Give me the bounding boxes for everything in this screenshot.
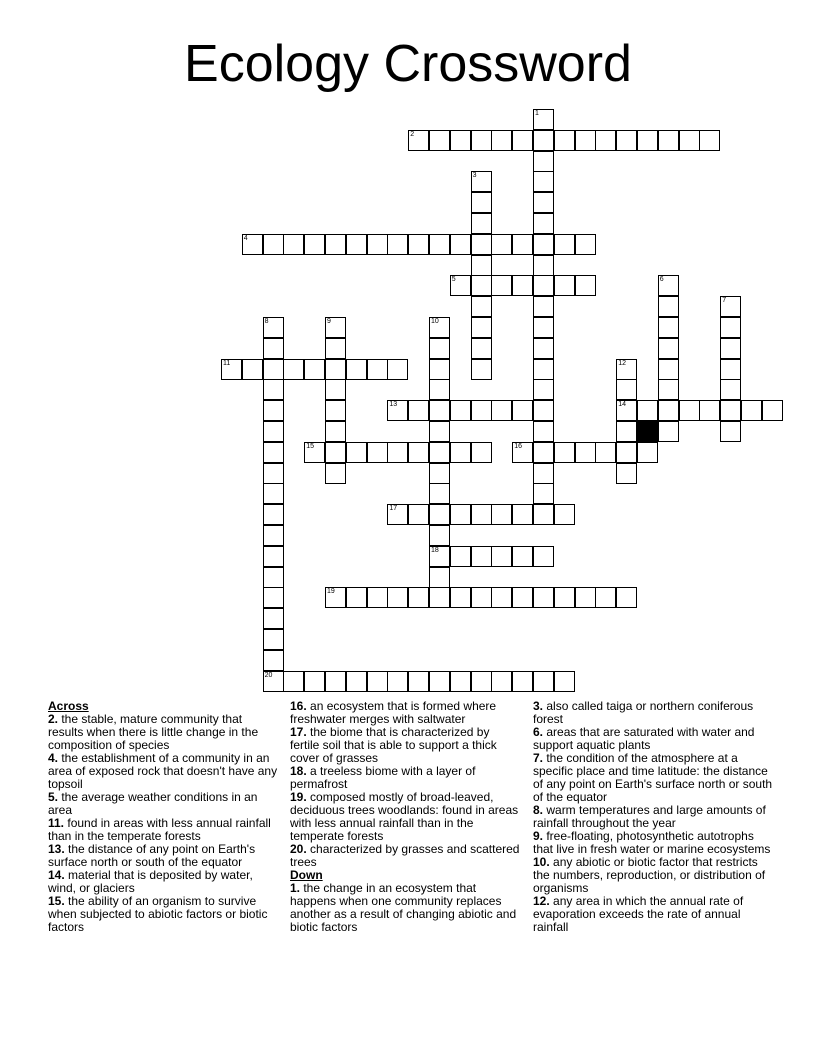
grid-cell[interactable] — [533, 671, 554, 692]
grid-cell[interactable] — [325, 234, 346, 255]
grid-cell[interactable] — [762, 400, 783, 421]
grid-cell[interactable] — [533, 130, 554, 151]
grid-cell[interactable] — [720, 338, 741, 359]
grid-cell[interactable] — [720, 379, 741, 400]
grid-cell[interactable] — [512, 234, 533, 255]
clue-text: material that is deposited by water, wind, or glaciers — [48, 868, 253, 895]
clue-text: any abiotic or biotic factor that restricts the numbers, reproduction, or distribution of organisms — [533, 855, 766, 895]
grid-cell[interactable] — [367, 442, 388, 463]
grid-cell[interactable] — [450, 234, 471, 255]
grid-cell[interactable] — [491, 546, 512, 567]
clue-number: 6 — [659, 276, 664, 284]
grid-cell[interactable] — [616, 130, 637, 151]
grid-cell[interactable] — [325, 359, 346, 380]
clue-number-label: 5. — [48, 790, 59, 804]
grid-cell[interactable] — [720, 400, 741, 421]
clue-text: an ecosystem that is formed where freshwater merges with saltwater — [290, 699, 497, 726]
clue-number: 8 — [264, 318, 269, 325]
grid-cell[interactable] — [304, 234, 325, 255]
down-clue — [290, 882, 522, 934]
grid-cell[interactable] — [533, 234, 554, 255]
clue-number: 1 — [535, 110, 539, 117]
grid-cell[interactable] — [720, 421, 741, 442]
grid-cell[interactable] — [491, 275, 512, 296]
across-clue — [48, 713, 280, 752]
grid-cell[interactable] — [325, 671, 346, 692]
grid-cell[interactable] — [554, 671, 575, 692]
clue-text: characterized by grasses and scattered trees — [290, 842, 520, 869]
grid-cell[interactable] — [263, 338, 284, 359]
clue-text: the ability of an organism to survive when subjected to abiotic factors or biotic factors — [48, 894, 268, 934]
clue-number-label: 8. — [533, 803, 544, 817]
clue-number: 16 — [514, 442, 522, 450]
grid-cell[interactable] — [699, 130, 720, 151]
across-clue-list — [48, 713, 280, 934]
clue-number-label: 15. — [48, 894, 65, 908]
grid-cell[interactable] — [658, 130, 679, 151]
clue-number: 19 — [327, 588, 335, 596]
grid-cell[interactable] — [554, 587, 575, 608]
down-clue — [533, 700, 773, 726]
clue-number: 14 — [618, 401, 626, 409]
clue-number-label: 1. — [290, 881, 301, 895]
grid-cell[interactable] — [387, 587, 408, 608]
grid-cell[interactable] — [533, 379, 554, 400]
grid-cell[interactable] — [429, 317, 450, 338]
down-clue-list-continued — [533, 700, 773, 934]
grid-cell[interactable] — [429, 400, 450, 421]
grid-cell[interactable] — [263, 421, 284, 442]
clue-number: 9 — [327, 318, 331, 325]
grid-cell[interactable] — [720, 296, 741, 317]
grid-cell[interactable] — [346, 587, 367, 608]
across-clue — [290, 791, 522, 843]
grid-cell[interactable] — [491, 587, 512, 608]
grid-cell[interactable] — [387, 671, 408, 692]
grid-cell[interactable] — [429, 359, 450, 380]
down-clue — [533, 752, 773, 804]
grid-cell[interactable] — [471, 234, 492, 255]
grid-cell[interactable] — [346, 234, 367, 255]
grid-cell[interactable] — [263, 463, 284, 484]
across-heading: Across — [48, 699, 89, 713]
clues-column-3 — [533, 700, 773, 934]
grid-cell[interactable] — [408, 130, 429, 151]
grid-cell[interactable] — [533, 255, 554, 276]
grid-cell[interactable] — [387, 504, 408, 525]
grid-cell[interactable] — [554, 504, 575, 525]
grid-cell[interactable] — [533, 504, 554, 525]
down-clue — [533, 726, 773, 752]
grid-cell[interactable] — [346, 359, 367, 380]
grid-cell[interactable] — [616, 587, 637, 608]
grid-cell[interactable] — [325, 400, 346, 421]
grid-cell[interactable] — [429, 546, 450, 567]
grid-cell[interactable] — [263, 400, 284, 421]
grid-cell[interactable] — [491, 504, 512, 525]
grid-cell[interactable] — [533, 463, 554, 484]
down-clue — [533, 830, 773, 856]
grid-cell[interactable] — [471, 296, 492, 317]
grid-cell[interactable] — [512, 587, 533, 608]
clue-number: 5 — [451, 276, 456, 284]
clue-text: composed mostly of broad-leaved, deciduous trees woodlands: found in areas with less annual rainfall than in the temperate forests — [290, 790, 519, 843]
grid-cell[interactable] — [429, 504, 450, 525]
grid-cell[interactable] — [720, 359, 741, 380]
grid-cell[interactable] — [471, 171, 492, 192]
grid-cell[interactable] — [367, 359, 388, 380]
grid-cell[interactable] — [263, 567, 284, 588]
grid-cell[interactable] — [595, 442, 616, 463]
clue-number: 11 — [223, 359, 231, 367]
grid-cell[interactable] — [616, 442, 637, 463]
clue-number-label: 19. — [290, 790, 307, 804]
clue-number-label: 7. — [533, 751, 544, 765]
grid-cell[interactable] — [471, 671, 492, 692]
clue-number-label: 6. — [533, 725, 544, 739]
clue-number: 4 — [243, 234, 248, 242]
grid-cell[interactable] — [471, 338, 492, 359]
clue-number-label: 17. — [290, 725, 307, 739]
across-clue — [48, 817, 280, 843]
grid-cell[interactable] — [637, 130, 658, 151]
grid-cell[interactable] — [512, 130, 533, 151]
grid-cell[interactable] — [429, 463, 450, 484]
clue-number: 12 — [618, 359, 626, 367]
grid-cell[interactable] — [367, 587, 388, 608]
clue-text: areas that are saturated with water and support aquatic plants — [533, 725, 755, 752]
clue-text: found in areas with less annual rainfall than in the temperate forests — [48, 816, 271, 843]
grid-cell[interactable] — [554, 130, 575, 151]
grid-cell[interactable] — [263, 379, 284, 400]
grid-cell[interactable] — [575, 587, 596, 608]
grid-cell[interactable] — [533, 546, 554, 567]
grid-cell[interactable] — [450, 400, 471, 421]
clue-number-label: 14. — [48, 868, 65, 882]
clue-text: free-floating, photosynthetic autotrophs that live in fresh water or marine ecosystems — [533, 829, 771, 856]
down-clue — [533, 804, 773, 830]
grid-cell[interactable] — [533, 421, 554, 442]
grid-cell[interactable] — [387, 442, 408, 463]
grid-cell[interactable] — [658, 338, 679, 359]
grid-cell[interactable] — [471, 546, 492, 567]
grid-cell[interactable] — [533, 151, 554, 172]
grid-cell[interactable] — [367, 671, 388, 692]
down-clue — [533, 895, 773, 934]
clue-text: the biome that is characterized by fertile soil that is able to support a thick cover of grasses — [290, 725, 497, 765]
clue-number-label: 3. — [533, 699, 544, 713]
black-square — [637, 421, 658, 442]
grid-cell[interactable] — [471, 275, 492, 296]
grid-cell[interactable] — [595, 587, 616, 608]
grid-cell[interactable] — [699, 400, 720, 421]
grid-cell[interactable] — [512, 546, 533, 567]
clue-number: 20 — [264, 671, 273, 679]
clues-column-2 — [290, 700, 522, 934]
grid-cell[interactable] — [429, 421, 450, 442]
grid-cell[interactable] — [346, 671, 367, 692]
grid-cell[interactable] — [263, 317, 284, 338]
grid-cell[interactable] — [679, 400, 700, 421]
grid-cell[interactable] — [325, 379, 346, 400]
grid-cell[interactable] — [408, 234, 429, 255]
grid-cell[interactable] — [575, 442, 596, 463]
clue-number-label: 4. — [48, 751, 59, 765]
clue-number-label: 18. — [290, 764, 307, 778]
grid-cell[interactable] — [283, 234, 304, 255]
clue-text: the condition of the atmosphere at a specific place and time latitude: the distance of any point on Earth's surface north or south of the equator — [533, 751, 773, 804]
grid-cell[interactable] — [533, 400, 554, 421]
grid-cell[interactable] — [450, 546, 471, 567]
grid-cell[interactable] — [263, 359, 284, 380]
across-clue — [290, 765, 522, 791]
grid-cell[interactable] — [408, 442, 429, 463]
grid-cell[interactable] — [533, 442, 554, 463]
grid-cell[interactable] — [533, 359, 554, 380]
grid-cell[interactable] — [533, 109, 554, 130]
grid-cell[interactable] — [720, 317, 741, 338]
grid-cell[interactable] — [367, 234, 388, 255]
across-clue — [290, 726, 522, 765]
grid-cell[interactable] — [533, 296, 554, 317]
grid-cell[interactable] — [304, 671, 325, 692]
grid-cell[interactable] — [533, 275, 554, 296]
grid-cell[interactable] — [325, 421, 346, 442]
grid-cell[interactable] — [450, 587, 471, 608]
grid-cell[interactable] — [429, 483, 450, 504]
clue-text: the change in an ecosystem that happens when one community replaces another as a result of changing abiotic and biotic factors — [290, 881, 517, 934]
grid-cell[interactable] — [283, 671, 304, 692]
grid-cell[interactable] — [616, 359, 637, 380]
grid-cell[interactable] — [221, 359, 242, 380]
grid-cell[interactable] — [263, 629, 284, 650]
grid-cell[interactable] — [616, 400, 637, 421]
clue-number: 17 — [389, 505, 398, 513]
grid-cell[interactable] — [679, 130, 700, 151]
grid-cell[interactable] — [554, 442, 575, 463]
grid-cell[interactable] — [616, 421, 637, 442]
grid-cell[interactable] — [304, 442, 325, 463]
grid-cell[interactable] — [512, 504, 533, 525]
clue-text: the stable, mature community that results when there is little change in the composition of species — [48, 712, 259, 752]
grid-cell[interactable] — [658, 421, 679, 442]
grid-cell[interactable] — [263, 546, 284, 567]
grid-cell[interactable] — [429, 587, 450, 608]
down-heading: Down — [290, 868, 323, 882]
grid-cell[interactable] — [554, 234, 575, 255]
grid-cell[interactable] — [325, 442, 346, 463]
grid-cell[interactable] — [471, 359, 492, 380]
grid-cell[interactable] — [304, 359, 325, 380]
grid-cell[interactable] — [429, 338, 450, 359]
grid-cell[interactable] — [616, 463, 637, 484]
clue-text: also called taiga or northern coniferous forest — [533, 699, 754, 726]
grid-cell[interactable] — [429, 234, 450, 255]
grid-cell[interactable] — [408, 671, 429, 692]
clue-number-label: 9. — [533, 829, 544, 843]
grid-cell[interactable] — [408, 587, 429, 608]
grid-cell[interactable] — [471, 192, 492, 213]
grid-cell[interactable] — [429, 130, 450, 151]
grid-cell[interactable] — [491, 671, 512, 692]
across-clue — [48, 895, 280, 934]
clue-text: any area in which the annual rate of evaporation exceeds the rate of annual rainfall — [533, 894, 744, 934]
clue-number-label: 13. — [48, 842, 65, 856]
grid-cell[interactable] — [533, 483, 554, 504]
grid-cell[interactable] — [408, 504, 429, 525]
grid-cell[interactable] — [658, 379, 679, 400]
clue-number-label: 12. — [533, 894, 550, 908]
clue-text: the establishment of a community in an area of exposed rock that doesn't have any topsoil — [48, 751, 278, 791]
grid-cell[interactable] — [637, 400, 658, 421]
grid-cell[interactable] — [658, 359, 679, 380]
clue-text: the distance of any point on Earth's surface north or south of the equator — [48, 842, 256, 869]
page-title: Ecology Crossword — [184, 35, 632, 93]
grid-cell[interactable] — [471, 130, 492, 151]
grid-cell[interactable] — [491, 400, 512, 421]
grid-cell[interactable] — [325, 463, 346, 484]
clue-number: 18 — [431, 546, 439, 554]
grid-cell[interactable] — [263, 483, 284, 504]
grid-cell[interactable] — [283, 359, 304, 380]
grid-cell[interactable] — [512, 400, 533, 421]
grid-cell[interactable] — [263, 650, 284, 671]
grid-cell[interactable] — [491, 130, 512, 151]
grid-cell[interactable] — [575, 234, 596, 255]
down-clue-list — [290, 882, 522, 934]
grid-cell[interactable] — [263, 504, 284, 525]
grid-cell[interactable] — [346, 442, 367, 463]
clue-number: 13 — [389, 401, 398, 409]
grid-cell[interactable] — [471, 587, 492, 608]
clue-number-label: 11. — [48, 816, 65, 830]
grid-cell[interactable] — [658, 296, 679, 317]
across-clue — [290, 700, 522, 726]
clue-number-label: 2. — [48, 712, 59, 726]
grid-cell[interactable] — [242, 234, 263, 255]
grid-cell[interactable] — [242, 359, 263, 380]
grid-cell[interactable] — [471, 317, 492, 338]
grid-cell[interactable] — [471, 504, 492, 525]
clue-text: the average weather conditions in an area — [48, 790, 258, 817]
clue-number: 7 — [722, 297, 727, 305]
grid-cell[interactable] — [471, 255, 492, 276]
clue-number-label: 20. — [290, 842, 307, 856]
grid-cell[interactable] — [429, 671, 450, 692]
grid-cell[interactable] — [450, 671, 471, 692]
grid-cell[interactable] — [429, 525, 450, 546]
grid-cell[interactable] — [450, 504, 471, 525]
grid-cell[interactable] — [658, 275, 679, 296]
clue-number-label: 16. — [290, 699, 307, 713]
grid-cell[interactable] — [263, 671, 284, 692]
clue-number-label: 10. — [533, 855, 550, 869]
clue-number: 3 — [472, 172, 477, 180]
grid-cell[interactable] — [533, 587, 554, 608]
grid-cell[interactable] — [263, 234, 284, 255]
grid-cell[interactable] — [471, 400, 492, 421]
grid-cell[interactable] — [450, 442, 471, 463]
grid-cell[interactable] — [512, 671, 533, 692]
grid-cell[interactable] — [533, 338, 554, 359]
across-clue — [48, 752, 280, 791]
grid-cell[interactable] — [512, 275, 533, 296]
grid-cell[interactable] — [471, 213, 492, 234]
grid-cell[interactable] — [450, 130, 471, 151]
grid-cell[interactable] — [263, 442, 284, 463]
across-clue-list-continued — [290, 700, 522, 869]
clue-number: 2 — [410, 130, 415, 138]
clue-number: 10 — [431, 318, 439, 325]
across-clue — [48, 791, 280, 817]
grid-cell[interactable] — [575, 275, 596, 296]
grid-cell[interactable] — [471, 442, 492, 463]
grid-cell[interactable] — [325, 317, 346, 338]
grid-cell[interactable] — [263, 587, 284, 608]
grid-cell[interactable] — [263, 525, 284, 546]
across-clue — [48, 843, 280, 869]
grid-cell[interactable] — [512, 442, 533, 463]
clue-text: warm temperatures and large amounts of rainfall throughout the year — [533, 803, 766, 830]
grid-cell[interactable] — [616, 379, 637, 400]
grid-cell[interactable] — [637, 442, 658, 463]
grid-cell[interactable] — [325, 587, 346, 608]
grid-cell[interactable] — [450, 275, 471, 296]
down-clue — [533, 856, 773, 895]
grid-cell[interactable] — [533, 171, 554, 192]
grid-cell[interactable] — [533, 317, 554, 338]
grid-cell[interactable] — [658, 317, 679, 338]
grid-cell[interactable] — [429, 567, 450, 588]
clues-column-1 — [48, 700, 280, 934]
grid-cell[interactable] — [595, 130, 616, 151]
grid-cell[interactable] — [533, 192, 554, 213]
clue-number: 15 — [306, 442, 314, 450]
grid-cell[interactable] — [429, 442, 450, 463]
grid-cell[interactable] — [575, 130, 596, 151]
across-clue — [48, 869, 280, 895]
grid-cell[interactable] — [325, 338, 346, 359]
grid-cell[interactable] — [408, 400, 429, 421]
grid-cell[interactable] — [658, 400, 679, 421]
grid-cell[interactable] — [491, 234, 512, 255]
grid-cell[interactable] — [533, 213, 554, 234]
grid-cell[interactable] — [387, 234, 408, 255]
grid-cell[interactable] — [387, 400, 408, 421]
grid-cell[interactable] — [741, 400, 762, 421]
clue-text: a treeless biome with a layer of permafrost — [290, 764, 476, 791]
grid-cell[interactable] — [387, 359, 408, 380]
grid-cell[interactable] — [554, 275, 575, 296]
across-clue — [290, 843, 522, 869]
grid-cell[interactable] — [263, 608, 284, 629]
grid-cell[interactable] — [429, 379, 450, 400]
